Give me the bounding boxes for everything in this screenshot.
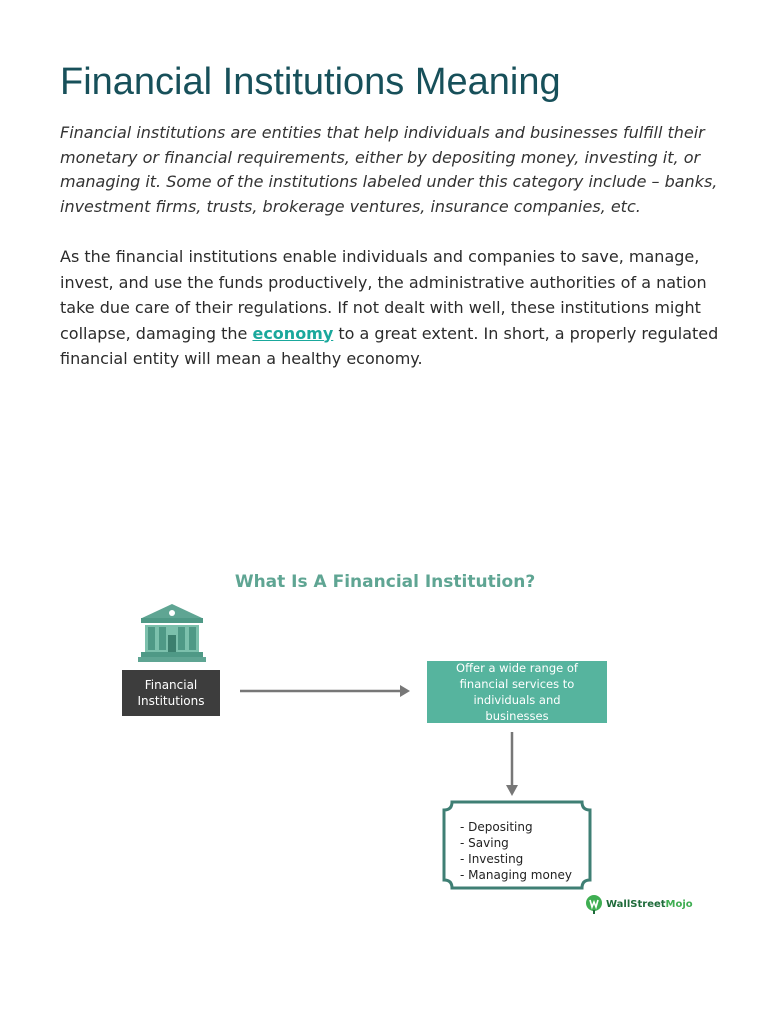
logo-accent: Mojo [665, 898, 693, 910]
financial-institutions-label: Financial Institutions [137, 678, 205, 708]
services-offer-box [427, 661, 607, 723]
wallstreetmojo-logo [585, 894, 693, 914]
body-paragraph [60, 244, 720, 372]
page-title: Financial Institutions Meaning [60, 61, 561, 103]
down-arrow-head [506, 785, 518, 796]
service-item: - Saving [460, 835, 572, 851]
infographic-title: What Is A Financial Institution? [234, 572, 536, 592]
body-text-after-link: to a great extent. In short, a properly regulated financial entity will mean a healthy economy. [60, 323, 719, 368]
body-text-before-link: As the financial institutions enable individuals and companies to save, manage, invest, and use the funds productively, the administrative authorities of a nation take due care of their regulations. If not dealt with well, these institutions might collapse, damaging the [60, 247, 707, 343]
logo-main: WallStreet [606, 898, 666, 910]
logo-text [606, 899, 693, 910]
service-item: - Investing [460, 851, 572, 867]
services-list [460, 819, 572, 883]
intro-paragraph: Financial institutions are entities that help individuals and businesses fulfill their monetary or financial requirements, either by depositing money, investing it, or managing it. Some of the institutions labeled under this category include – banks, investment firms, trusts, brokerage ventures, insurance companies, etc. [60, 123, 718, 216]
wallstreetmojo-logo-icon [585, 894, 603, 914]
financial-institution-infographic [110, 560, 710, 930]
flow-connectors [110, 560, 710, 930]
services-offer-label: Offer a wide range of financial services to individuals and businesses [456, 661, 578, 723]
right-arrow-head [400, 685, 410, 697]
economy-link[interactable]: economy [252, 323, 334, 343]
service-item: - Managing money [460, 867, 572, 883]
service-item: - Depositing [460, 819, 572, 835]
